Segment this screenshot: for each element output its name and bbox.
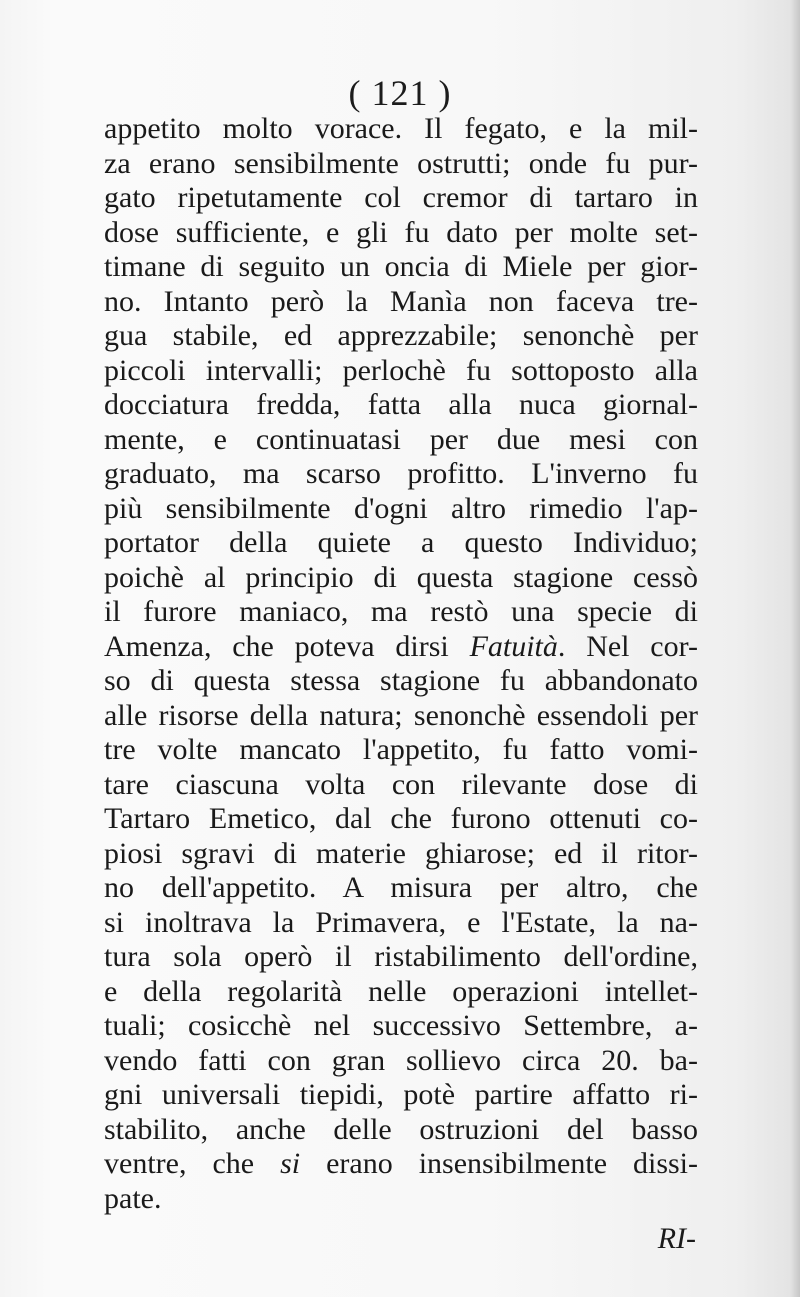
text-line: tre volte mancato l'appetito, fu fatto vomi- xyxy=(104,733,698,766)
text-line: e della regolarità nelle operazioni intellet- xyxy=(104,974,698,1008)
text-line: tuali; cosicchè nel successivo Settembre, a- xyxy=(104,1009,698,1042)
text-line: so di questa stessa stagione fu abbandonato xyxy=(104,664,698,697)
text-line: poichè al principio di questa stagione cessò xyxy=(104,560,698,594)
text-line: più sensibilmente d'ogni altro rimedio l'ap- xyxy=(104,491,698,525)
text-line-with-italic xyxy=(104,1147,698,1182)
text-line: il furore maniaco, ma restò una specie di xyxy=(104,595,698,628)
text-line: si inoltrava la Primavera, e l'Estate, la na- xyxy=(104,905,698,939)
text-line-with-italic xyxy=(104,630,698,665)
italic-word: Fatuità xyxy=(469,629,558,663)
text-line: dose sufficiente, e gli fu dato per molte set- xyxy=(104,215,698,249)
text-line: Tartaro Emetico, dal che furono ottenuti co- xyxy=(104,802,698,835)
page-number: ( 121 ) xyxy=(348,73,452,113)
text-line: piccoli intervalli; perlochè fu sottoposto alla xyxy=(104,353,698,387)
text-line: timane di seguito un oncia di Miele per gior- xyxy=(104,250,698,283)
text-line: za erano sensibilmente ostrutti; onde fu pur- xyxy=(104,146,698,180)
page-edge-shadow xyxy=(790,0,800,1297)
text-segment: . Nel cor- xyxy=(557,629,699,663)
text-line: gato ripetutamente col cremor di tartaro in xyxy=(104,181,698,214)
text-line: vendo fatti con gran sollievo circa 20. ba- xyxy=(104,1043,698,1077)
catchword: RI- xyxy=(657,1222,696,1255)
text-line: pate. xyxy=(104,1181,162,1215)
text-line: tare ciascuna volta con rilevante dose di xyxy=(104,767,698,801)
text-line: appetito molto vorace. Il fegato, e la mil- xyxy=(104,112,698,145)
text-line: stabilito, anche delle ostruzioni del basso xyxy=(104,1112,698,1146)
text-line: tura sola operò il ristabilimento dell'ordine, xyxy=(104,940,698,973)
text-line: gni universali tiepidi, potè partire affatto ri- xyxy=(104,1078,698,1111)
text-line: alle risorse della natura; senonchè essendoli per xyxy=(104,698,698,732)
text-line: docciatura fredda, fatta alla nuca giornal- xyxy=(104,388,698,421)
text-segment: erano insensibilmente dissi- xyxy=(326,1147,699,1180)
text-line: graduato, ma scarso profitto. L'inverno fu xyxy=(104,457,698,490)
text-line: portator della quiete a questo Individuo; xyxy=(104,526,698,559)
text-line: gua stabile, ed apprezzabile; senonchè per xyxy=(104,319,698,352)
text-segment: ventre, che xyxy=(104,1147,255,1180)
text-line: no dell'appetito. A misura per altro, che xyxy=(104,871,698,904)
text-line: no. Intanto però la Manìa non faceva tre- xyxy=(104,284,698,318)
italic-word: si xyxy=(280,1147,301,1180)
text-segment: Amenza, che poteva dirsi xyxy=(104,629,449,663)
text-line: mente, e continuatasi per due mesi con xyxy=(104,422,698,456)
body-text xyxy=(104,112,698,1216)
text-line: piosi sgravi di materie ghiarose; ed il ritor- xyxy=(104,836,698,870)
